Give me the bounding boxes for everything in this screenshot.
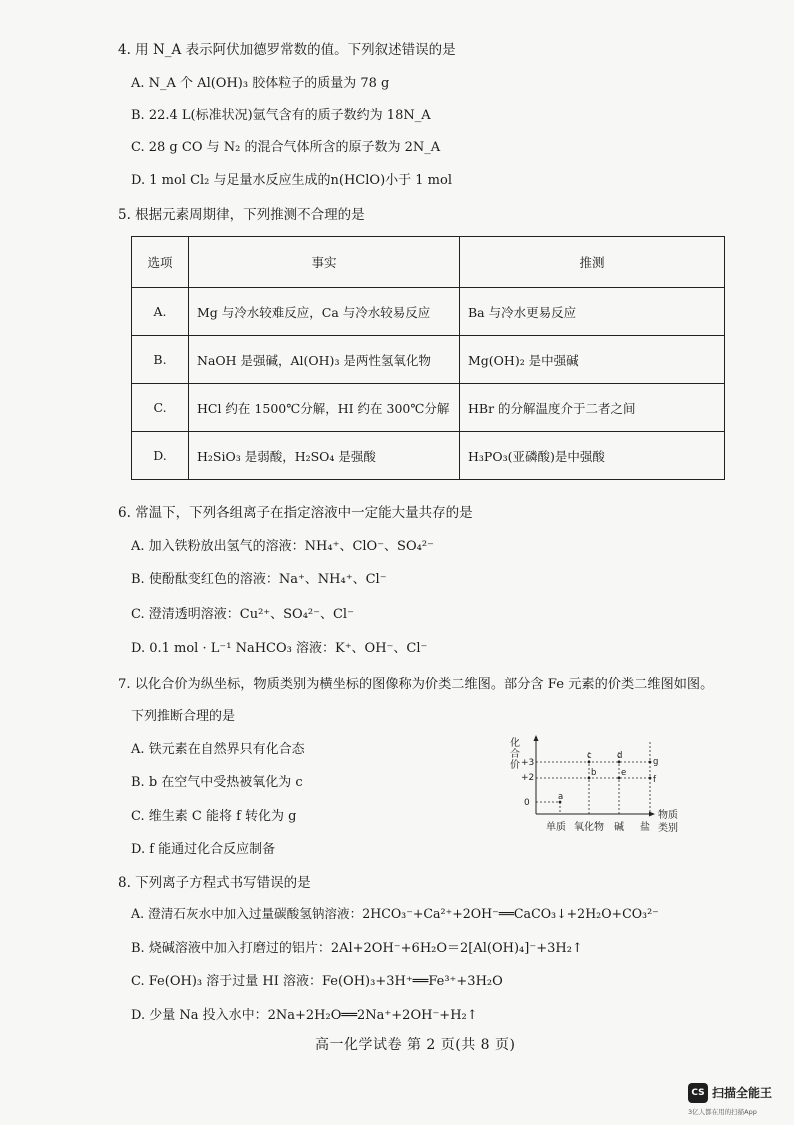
q7-option-c: C. 维生素 C 能将 f 转化为 g [131,809,297,824]
q5-header-guess: 推测 [460,237,725,288]
q5-row-option: A. [132,288,189,336]
table-row [132,288,725,336]
q4-option-b: B. 22.4 L(标准状况)氩气含有的质子数约为 18N_A [131,108,431,123]
x-tick-label: 碱 [614,822,624,833]
page-footer: 高一化学试卷 第 2 页(共 8 页) [315,1037,516,1053]
point-label-c: c [587,751,592,761]
point-b [588,777,591,780]
watermark-name: 扫描全能王 [712,1086,773,1100]
q6-option-c: C. 澄清透明溶液：Cu²⁺、SO₄²⁻、Cl⁻ [131,607,354,622]
y-axis-label: 化合价 [510,738,520,771]
q5-header-fact: 事实 [189,237,460,288]
q5-row-option: C. [132,384,189,432]
y-tick-label: +3 [521,758,535,768]
q5-row-guess: Mg(OH)₂ 是中强碱 [460,336,725,384]
point-e [618,777,621,780]
watermark-tagline: 3亿人都在用的扫描App [688,1108,757,1116]
y-tick-label: +2 [521,773,535,783]
q7-stem: 7. 以化合价为纵坐标，物质类别为横坐标的图像称为价类二维图。部分含 Fe 元素的价类二维图如图。 [118,677,714,692]
q7-option-b: B. b 在空气中受热被氧化为 c [131,775,303,790]
fe-valence-class-diagram [508,734,698,838]
q8-option-b: B. 烧碱溶液中加入打磨过的铝片：2Al+2OH⁻+6H₂O＝2[Al(OH)₄]⁻+3H₂↑ [131,941,583,956]
y-axis-arrow [534,735,539,741]
q5-table [131,236,725,480]
q4-option-d: D. 1 mol Cl₂ 与足量水反应生成的n(HClO)小于 1 mol [131,173,452,188]
x-axis-label: 类别 [658,823,678,834]
point-label-b: b [591,768,597,778]
camscanner-logo-icon: CS [688,1083,708,1103]
q7-option-d: D. f 能通过化合反应制备 [131,842,276,857]
q4-option-c: C. 28 g CO 与 N₂ 的混合气体所含的原子数为 2N_A [131,140,441,155]
table-row [132,432,725,480]
x-tick-label: 氧化物 [574,822,604,833]
q6-option-b: B. 使酚酞变红色的溶液：Na⁺、NH₄⁺、Cl⁻ [131,572,387,587]
q6-option-a: A. 加入铁粉放出氢气的溶液：NH₄⁺、ClO⁻、SO₄²⁻ [131,539,434,554]
q8-option-a: A. 澄清石灰水中加入过量碳酸氢钠溶液：2HCO₃⁻+Ca²⁺+2OH⁻══CaCO₃↓+2H₂O+CO₃²⁻ [131,906,659,921]
q7-substem: 下列推断合理的是 [131,709,236,724]
point-d [618,761,621,764]
q7-option-a: A. 铁元素在自然界只有化合态 [131,742,305,757]
q4-option-a: A. N_A 个 Al(OH)₃ 胶体粒子的质量为 78 g [131,76,390,91]
q5-row-fact: NaOH 是强碱，Al(OH)₃ 是两性氢氧化物 [189,336,460,384]
q5-header-option: 选项 [132,237,189,288]
x-tick-label: 单质 [546,822,566,833]
scanner-watermark [688,1083,792,1119]
q8-option-d: D. 少量 Na 投入水中：2Na+2H₂O══2Na⁺+2OH⁻+H₂↑ [131,1008,478,1023]
q5-row-option: B. [132,336,189,384]
point-label-e: e [621,768,627,778]
y-tick-label: 0 [524,798,530,808]
q5-row-guess: HBr 的分解温度介于二者之间 [460,384,725,432]
q8-stem: 8. 下列离子方程式书写错误的是 [118,875,311,891]
q8-option-c: C. Fe(OH)₃ 溶于过量 HI 溶液：Fe(OH)₃+3H⁺══Fe³⁺+3H₂O [131,974,503,989]
point-g [649,761,652,764]
point-c [588,761,591,764]
q5-stem: 5. 根据元素周期律，下列推测不合理的是 [118,207,365,223]
point-label-a: a [558,792,564,802]
x-axis-arrow [649,812,655,817]
q5-row-fact: H₂SiO₃ 是弱酸，H₂SO₄ 是强酸 [189,432,460,480]
table-row [132,384,725,432]
q5-row-fact: HCl 约在 1500℃分解，HI 约在 300℃分解 [189,384,460,432]
point-label-d: d [617,751,623,761]
q5-row-fact: Mg 与冷水较难反应，Ca 与冷水较易反应 [189,288,460,336]
q5-row-guess: Ba 与冷水更易反应 [460,288,725,336]
q6-stem: 6. 常温下，下列各组离子在指定溶液中一定能大量共存的是 [118,505,473,521]
point-f [649,777,652,780]
point-label-g: g [653,757,659,767]
x-tick-label: 盐 [640,822,650,833]
q5-row-guess: H₃PO₃(亚磷酸)是中强酸 [460,432,725,480]
table-row [132,336,725,384]
point-label-f: f [653,775,656,785]
q4-stem: 4. 用 N_A 表示阿伏加德罗常数的值。下列叙述错误的是 [118,42,456,58]
q6-option-d: D. 0.1 mol · L⁻¹ NaHCO₃ 溶液：K⁺、OH⁻、Cl⁻ [131,641,428,656]
q5-row-option: D. [132,432,189,480]
x-axis-label: 物质 [658,810,678,821]
